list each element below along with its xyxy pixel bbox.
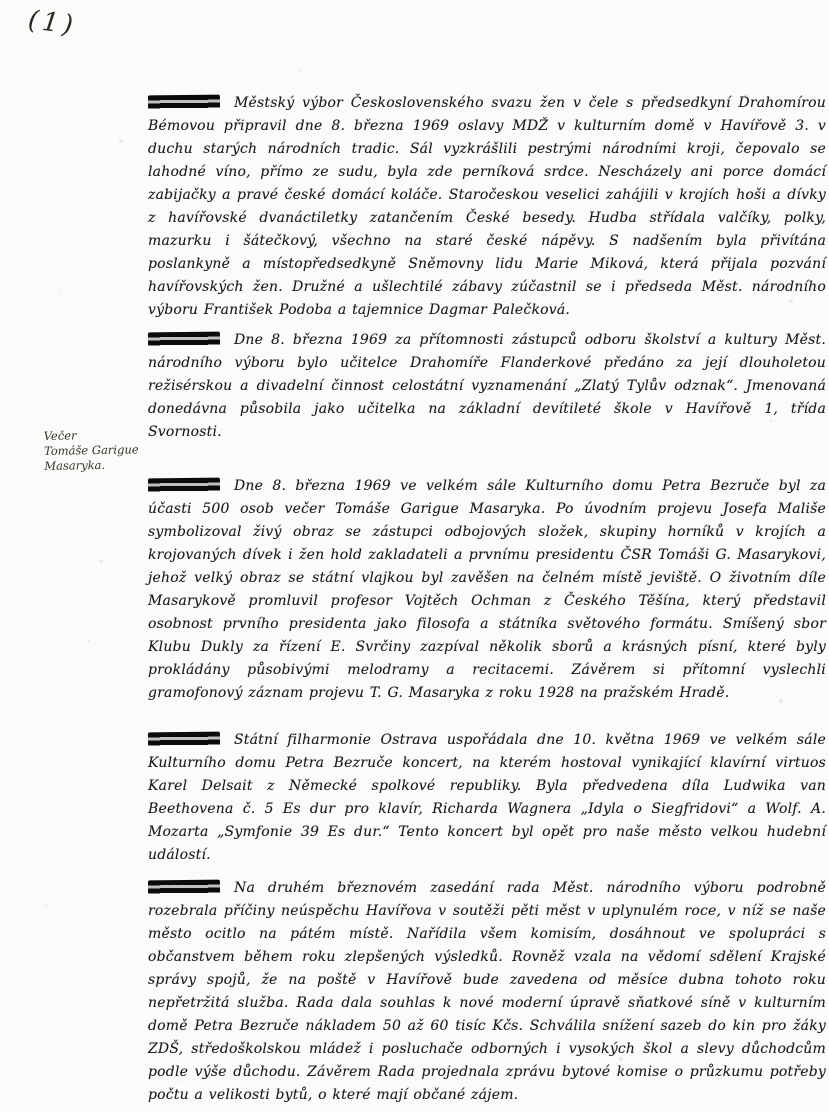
paragraph xyxy=(148,475,826,705)
redaction-mark xyxy=(148,732,220,747)
scan-noise xyxy=(0,0,2,2)
margin-note xyxy=(44,427,157,474)
margin-note-line: Tomáše Garigue xyxy=(43,442,139,458)
paragraph xyxy=(148,329,826,444)
paragraph-text: Státní filharmonie Ostrava uspořádala dne 10. května 1969 ve velkém sále Kulturního domu Petra Bezruče koncert, na kterém hostoval vynikající klavírní virtuos Karel Delsait z Německé spolkové republiky. Byla předvedena díla Ludwika van Beethovena č. 5 Es dur pro klavír, Richarda Wagnera „Idyla o Siegfridovi“ a Wolf. A. Mozarta „Symfonie 39 Es dur.“ Tento koncert byl opět pro naše město velkou hudební událostí. xyxy=(148,732,826,863)
margin-note-line: Večer xyxy=(43,428,77,443)
paragraph-text: Dne 8. března 1969 ve velkém sále Kulturního domu Petra Bezruče byl za účasti 500 osob večer Tomáše Garigue Masaryka. Po úvodním projevu Josefa Mališe symbolizoval živý obraz se zástupci odbojových složek, skupiny horníků v krojích a krojovaných dívek i žen hold zakladateli a prvnímu presidentu ČSR Tomáši G. Masarykovi, jehož velký obraz se státní vlajkou byl zavěšen na čelném místě jeviště. O životním díle Masarykově promluvil profesor Vojtěch Ochman z Českého Těšína, který představil osobnost prvního presidenta jako filosofa a státníka světového formátu. Smíšený sbor Klubu Dukly za řízení E. Svrčiny zazpíval několik sborů a krásných písní, které byly prokládány působivými melodramy a recitacemi. Závěrem si přítomní vyslechli gramofonový záznam projevu T. G. Masaryka z roku 1928 na pražském Hradě. xyxy=(148,478,826,701)
paragraph xyxy=(148,877,826,1107)
redaction-mark xyxy=(148,478,220,493)
redaction-mark xyxy=(148,95,220,110)
paragraph-text: Na druhém březnovém zasedání rada Měst. národního výboru podrobně rozebrala příčiny neúspěchu Havířova v soutěži pěti měst v uplynulém roce, v níž se naše město ocitlo na pátém místě. Nařídila všem komisím, dosáhnout ve spolupráci s občanstvem během roku zlepšených výsledků. Rovněž vzala na vědomí sdělení Krajské správy spojů, že na poště v Havířově bude zavedena od měsíce dubna tohoto roku nepřetržitá služba. Rada dala souhlas k nové moderní úpravě sňatkové síně v kulturním domě Petra Bezruče nákladem 50 až 60 tisíc Kčs. Schválila snížení sazeb do kin pro žáky ZDŠ, středoškolskou mládež i posluchače odborných i vysokých škol a slevy důchodcům podle výše důchodu. Závěrem Rada projednala zprávu bytové komise o průzkumu potřeby počtu a velikosti bytů, o které mají občané zájem. xyxy=(148,880,826,1103)
paragraph-text: Dne 8. března 1969 za přítomnosti zástupců odboru školství a kultury Měst. národního výboru bylo učitelce Drahomíře Flanderkové předáno za její dlouholetou režisérskou a divadelní činnost celostátní vyznamenání „Zlatý Tylův odznak“. Jmenovaná donedávna působila jako učitelka na základní devítileté škole v Havířově 1, třída Svornosti. xyxy=(148,332,826,440)
paragraph-text: Městský výbor Československého svazu žen v čele s předsedkyní Drahomírou Bémovou připravil dne 8. března 1969 oslavy MDŽ v kulturním domě v Havířově 3. v duchu starých národních tradic. Sál vyzkrášlili pestrými národními kroji, čepovalo se lahodné víno, přímo ze sudu, byla zde perníková srdce. Nescházely ani porce domácí zabijačky a pravé české domácí koláče. Staročeskou veselici zahájili v krojích hoši a dívky z havířovské dvanáctiletky zatančením České besedy. Hudba střídala valčíky, polky, mazurku i šátečkový, všechno na staré české nápěvy. S nadšením byla přivítána poslankyně a místopředsedkyně Sněmovny lidu Marie Miková, která přijala pozvání havířovských žen. Družné a ušlechtilé zábavy zúčastnil se i předseda Měst. národního výboru František Podoba a tajemnice Dagmar Palečková. xyxy=(148,95,826,318)
redaction-mark xyxy=(148,880,220,895)
redaction-mark xyxy=(148,332,220,347)
margin-note-line: Masaryka. xyxy=(44,457,106,473)
paragraph xyxy=(148,729,826,867)
page-number: (1) xyxy=(26,5,79,41)
paragraph xyxy=(148,92,826,322)
handwritten-text-block xyxy=(148,92,826,1107)
